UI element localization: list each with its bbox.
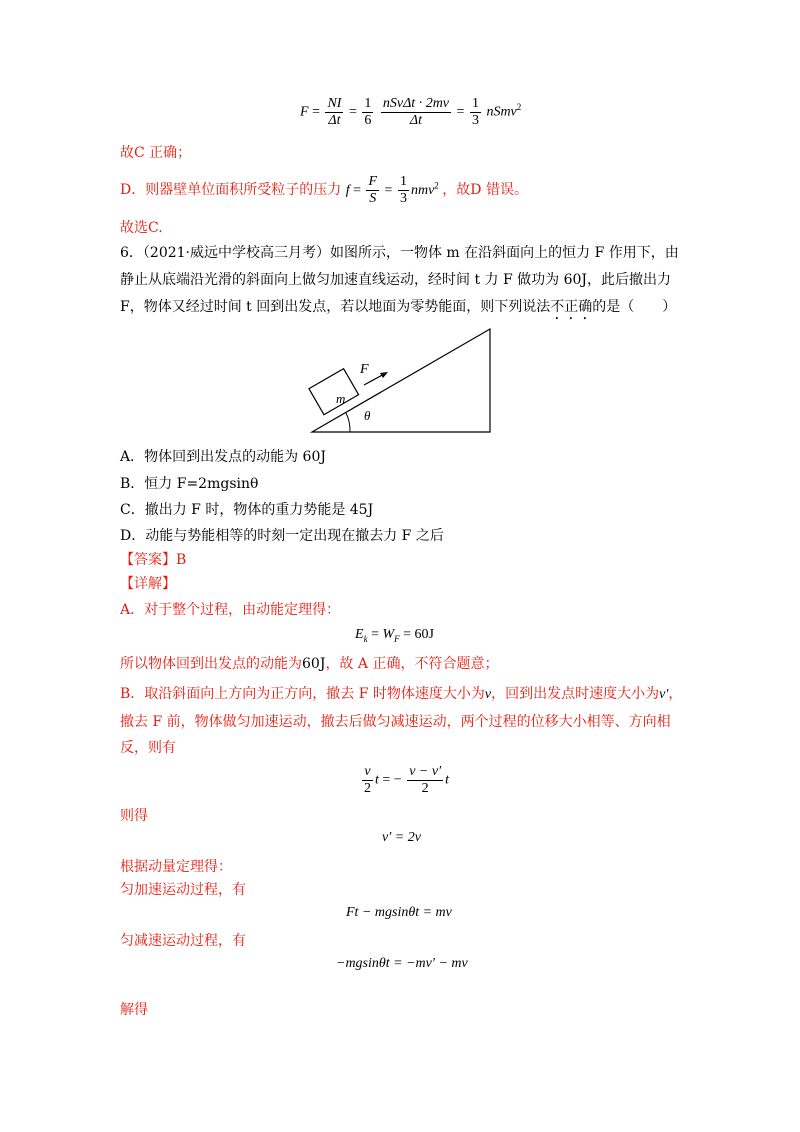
fraction: $\frac{\text{nSvΔt · 2mv}}{\Delta t}$ <box>382 96 450 128</box>
line-d-wrong: D．则器壁单位面积所受粒子的压力 f = $\frac{F}{S}$ = $\frac{1}{3}$ nmv$^2$ ，故D 错误。 <box>120 174 528 207</box>
equation-velocity: v′ = 2v <box>382 830 421 845</box>
question-6-line3: F，物体又经过时间 t 回到出发点，若以地面为零势能面，则下列说法不正确的是（ ） <box>120 299 677 315</box>
answer: 【答案】B <box>120 552 187 568</box>
line-c-correct: 故C 正确； <box>120 145 192 161</box>
solution-a2: 所以物体回到出发点的动能为60J，故 A 正确，不符合题意； <box>120 656 499 672</box>
option-c: C．撤出力 F 时，物体的重力势能是 45J <box>120 502 374 518</box>
fraction: $\frac{1}{3}$ <box>471 96 479 128</box>
option-a: A．物体回到出发点的动能为 60J <box>120 449 326 465</box>
detail-heading: 【详解】 <box>120 576 176 592</box>
force-label: F <box>360 362 369 377</box>
solution-a1: A．对于整个过程，由动能定理得： <box>120 602 341 618</box>
solve: 解得 <box>120 1002 148 1018</box>
mass-label: m <box>336 391 346 406</box>
choose-c: 故选C. <box>120 220 163 236</box>
solution-b3: 反，则有 <box>120 740 176 756</box>
option-d: D．动能与势能相等的时刻一定出现在撤去力 F 之后 <box>120 528 444 544</box>
fraction: $\frac{1}{6}$ <box>364 96 372 128</box>
solution-b1: B．取沿斜面向上方向为正方向，撤去 F 时物体速度大小为v，回到出发点时速度大小为v′， <box>120 686 683 702</box>
decelerate-process: 匀减速运动过程，有 <box>120 933 246 949</box>
incline-figure <box>308 325 508 435</box>
solution-b2: 撤去 F 前，物体做匀加速运动，撤去后做匀减速运动，两个过程的位移大小相等、方向相 <box>120 714 671 730</box>
equation-accelerate: Ft − mgsinθt = mv <box>346 905 452 920</box>
momentum-theorem: 根据动量定理得： <box>120 859 232 875</box>
equation-force: F = $\frac{NI}{\Delta t}$ = $\frac{1}{6}$ $\frac{\text{nSvΔt · 2mv}}{\Delta t}$ = $\frac{1}{3}$ nSmv$^2$ <box>300 96 522 128</box>
angle-arc <box>346 413 350 432</box>
pressure-formula: f = $\frac{F}{S}$ = $\frac{1}{3}$ nmv$^2$ <box>345 174 439 207</box>
equation-decelerate: −mgsinθt = −mv′ − mv <box>336 956 468 971</box>
fraction: $\frac{NI}{\Delta t}$ <box>327 96 342 128</box>
option-b: B．恒力 F=2mgsinθ <box>120 476 259 492</box>
equation-kinetic: $E_k = W_F = 60J$ <box>355 627 434 644</box>
angle-label: θ <box>364 408 371 423</box>
question-6-line2: 静止从底端沿光滑的斜面向上做匀加速直线运动，经时间 t 力 F 做功为 60J，此后撤出力 <box>120 272 672 288</box>
equation-displacement: $\frac{v}{2}$ t = − $\frac{v - v'}{2}$ t <box>364 764 450 796</box>
question-6-line1: 6．（2021·威远中学校高三月考）如图所示，一物体 m 在沿斜面向上的恒力 F 作用下，由 <box>120 245 679 261</box>
then-get: 则得 <box>120 808 148 824</box>
accelerate-process: 匀加速运动过程，有 <box>120 882 246 898</box>
arrowhead <box>380 372 388 378</box>
block <box>309 369 359 415</box>
